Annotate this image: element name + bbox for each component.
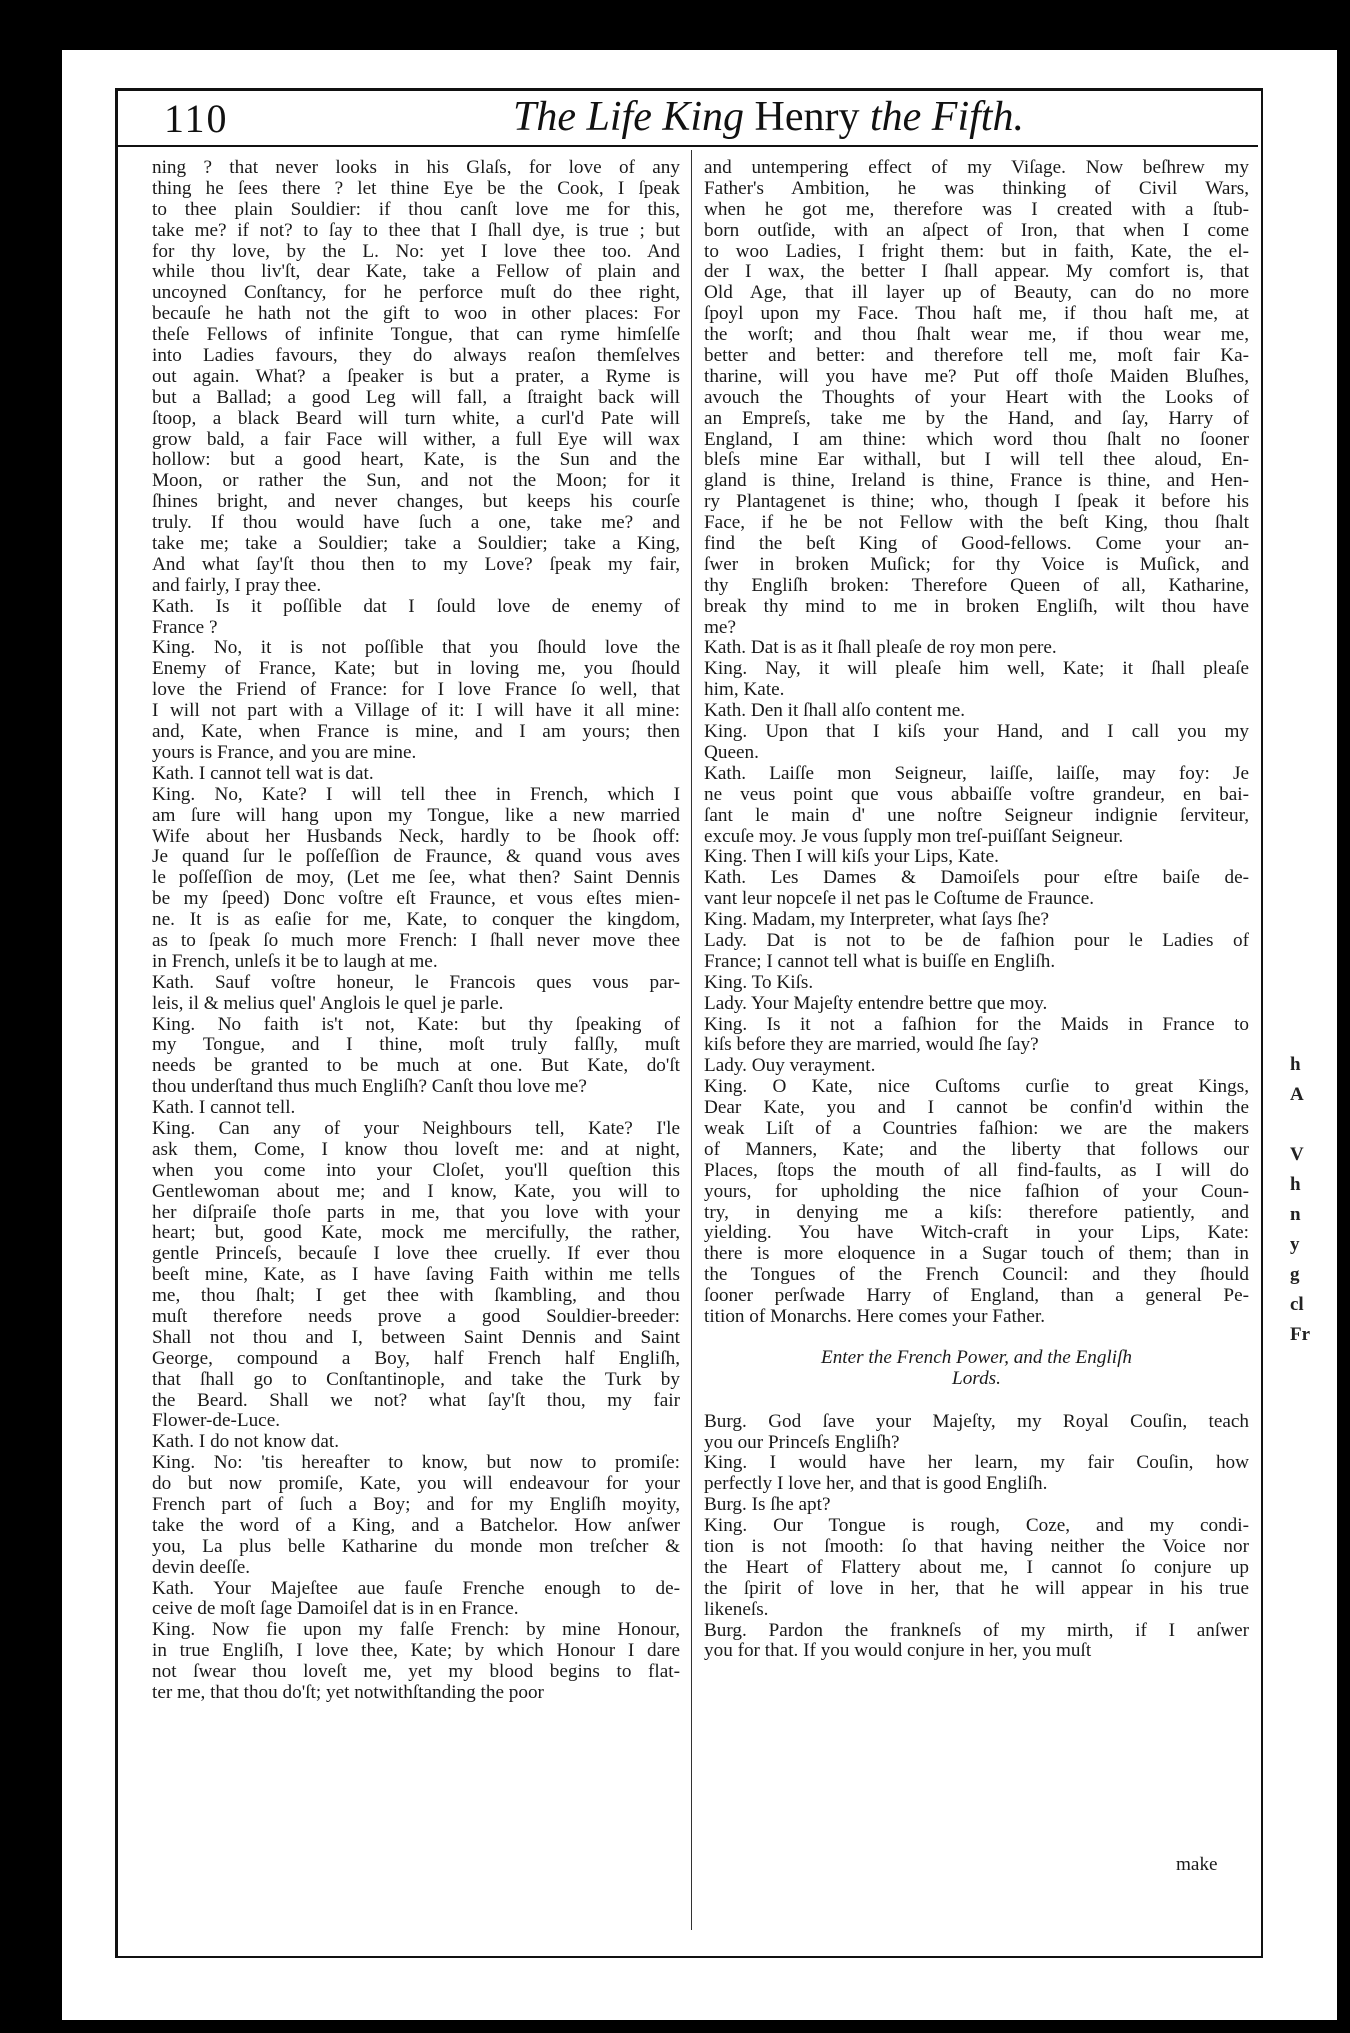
text-line: the Beard. Shall we not? what ſay'ſt thou, my fair <box>152 1390 680 1411</box>
text-line: ceive de moſt ſage Damoiſel dat is in en France. <box>152 1599 519 1620</box>
text-line: ne veus point que vous abbaiſſe voſtre grandeur, en bai- <box>704 784 1249 805</box>
column-divider <box>691 150 692 1930</box>
text-line: Kath. Dat is as it ſhall pleaſe de roy mon pere. <box>704 638 1057 659</box>
text-line: find the beſt King of Good-fellows. Come your an- <box>704 534 1249 555</box>
text-line: yielding. You have Witch-craft in your Lips, Kate: <box>704 1223 1249 1244</box>
text-line: King. I would have her learn, my fair Couſin, how <box>704 1453 1249 1474</box>
text-line: the worſt; and thou ſhalt wear me, if thou wear me, <box>704 325 1249 346</box>
text-line: but a Ballad; a good Leg will fall, a ſtraight back will <box>152 387 680 408</box>
text-line: King. Nay, it will pleaſe him well, Kate; it ſhall pleaſe <box>704 659 1249 680</box>
text-line: the Heart of Flattery about me, I cannot ſo conjure up <box>704 1557 1249 1578</box>
text-line: vant leur nopceſe il net pas le Coſtume de Fraunce. <box>704 889 1095 910</box>
text-line: Enemy of France, Kate; but in loving me, you ſhould <box>152 659 680 680</box>
text-line: gentle Princeſs, becauſe I love thee cruelly. If ever thou <box>152 1244 680 1265</box>
text-line: excuſe moy. Je vous ſupply mon treſ-puiſſant Seigneur. <box>704 826 1124 847</box>
text-line: Face, if he be not Fellow with the beſt King, thou ſhalt <box>704 513 1249 534</box>
text-line: leis, il & melius quel' Anglois le quel je parle. <box>152 993 504 1014</box>
text-line: you, La plus belle Katharine du monde mon treſcher & <box>152 1536 680 1557</box>
text-line: ſooner perſwade Harry of England, than a general Pe- <box>704 1286 1249 1307</box>
text-line: Wife about her Husbands Neck, hardly to be ſhook off: <box>152 826 680 847</box>
text-line: French part of ſuch a Boy; and for my Engliſh moyity, <box>152 1495 680 1515</box>
text-line: Je quand ſur le poſſeſſion de Fraunce, & quand vous aves <box>152 847 680 868</box>
text-line: Kath. Les Dames & Damoiſels pour eſtre baiſe de- <box>704 868 1249 889</box>
text-line: try, in denying me a kiſs: therefore patiently, and <box>704 1202 1249 1223</box>
bleed-letter: n <box>1290 1204 1301 1225</box>
right-column <box>704 158 1249 1662</box>
text-line: King. Now fie upon my falſe French: by mine Honour, <box>152 1620 680 1641</box>
text-line: becauſe he hath not the gift to woo in other places: For <box>152 304 680 325</box>
text-line: and untempering effect of my Viſage. Now beſhrew my <box>704 158 1249 178</box>
text-line: Queen. <box>704 742 759 763</box>
text-line: am ſure will hang upon my Tongue, like a new married <box>152 805 680 826</box>
text-line: Kath. Sauf voſtre honeur, le Francois ques vous par- <box>152 972 680 993</box>
text-line: an Empreſs, take me by the Hand, and ſay, Harry of <box>704 408 1249 429</box>
bleed-letter: Fr <box>1290 1324 1311 1345</box>
text-line: hollow: but a good heart, Kate, is the Sun and the <box>152 450 680 471</box>
text-line: King. Upon that I kiſs your Hand, and I call you my <box>704 722 1249 743</box>
running-title-prefix: The Life King <box>513 94 745 140</box>
text-line: King. To Kiſs. <box>704 972 814 993</box>
text-line: ſpoyl upon my Face. Thou haſt me, if thou haſt me, at <box>704 304 1249 325</box>
page-header <box>118 95 1258 147</box>
text-line: King. No, Kate? I will tell thee in French, which I <box>152 784 680 805</box>
text-line: Burg. Pardon the frankneſs of my mirth, if I anſwer <box>704 1620 1249 1641</box>
text-line: King. No faith is't not, Kate: but thy ſpeaking of <box>152 1014 680 1035</box>
text-line: truly. If thou would have ſuch a one, take me? and <box>152 513 680 534</box>
text-line: Kath. Is it poſſible dat I ſould love de enemy of <box>152 596 680 617</box>
text-line: Kath. I cannot tell wat is dat. <box>152 763 374 784</box>
text-line: in French, unleſs it be to laugh at me. <box>152 951 438 972</box>
text-line: while thou liv'ſt, dear Kate, take a Fellow of plain and <box>152 262 680 283</box>
text-line: out again. What? a ſpeaker is but a prater, a Ryme is <box>152 366 680 387</box>
text-line: King. Then I will kiſs your Lips, Kate. <box>704 847 999 868</box>
text-line: King. Can any of your Neighbours tell, Kate? I'le <box>152 1118 680 1139</box>
text-line: likeneſs. <box>704 1599 769 1620</box>
running-title-suffix: the Fifth. <box>870 94 1024 140</box>
text-line: take the word of a King, and a Batchelor. How anſwer <box>152 1515 680 1536</box>
text-line: thy Engliſh broken: Therefore Queen of all, Katharine, <box>704 575 1249 596</box>
text-line: that ſhall go to Conſtantinople, and take the Turk by <box>152 1369 680 1390</box>
text-line: le poſſeſſion de moy, (Let me ſee, what then? Saint Dennis <box>152 868 680 889</box>
text-line: Kath. I do not know dat. <box>152 1432 340 1453</box>
text-line: gland is thine, Ireland is thine, France is thine, and Hen- <box>704 471 1249 492</box>
text-line: her diſpraiſe thoſe parts in me, that you love with your <box>152 1202 680 1223</box>
left-column <box>152 158 680 1704</box>
text-line: Lady. Your Majeſty entendre bettre que moy. <box>704 993 1048 1014</box>
text-line: love the Friend of France: for I love France ſo well, that <box>152 680 680 701</box>
text-line: Lady. Dat is not to be de faſhion pour le Ladies of <box>704 930 1249 951</box>
bleed-letter: A <box>1290 1084 1304 1105</box>
text-line: Kath. Your Majeſtee aue fauſe Frenche enough to de- <box>152 1578 680 1599</box>
bleed-letter: h <box>1290 1174 1301 1195</box>
running-title <box>513 93 1024 141</box>
text-line: Flower-de-Luce. <box>152 1411 281 1432</box>
text-line: ſtoop, a black Beard will turn white, a curl'd Pate will <box>152 408 680 429</box>
text-line: King. Our Tongue is rough, Coze, and my condi- <box>704 1516 1249 1537</box>
text-line: and, Kate, when France is mine, and I am yours; then <box>152 722 680 743</box>
text-line: I will not part with a Village of it: I will have it all mine: <box>152 701 680 722</box>
page-number: 110 <box>164 96 229 141</box>
bleed-letter <box>1290 1110 1310 1140</box>
text-line: devin deeſſe. <box>152 1557 251 1578</box>
running-title-name: Henry <box>744 94 870 140</box>
text-line: me? <box>704 617 736 638</box>
text-line: born outſide, with an aſpect of Iron, that when I come <box>704 220 1249 241</box>
text-line: tition of Monarchs. Here comes your Father. <box>704 1306 1046 1327</box>
text-line: yours, for upholding the nice faſhion of your Coun- <box>704 1181 1249 1202</box>
text-line: yours is France, and you are mine. <box>152 742 417 763</box>
text-line: England, I am thine: which word thou ſhalt no ſooner <box>704 429 1249 450</box>
text-line: Shall not thou and I, between Saint Dennis and Saint <box>152 1327 680 1348</box>
text-line: Burg. Is ſhe apt? <box>704 1495 831 1516</box>
text-line: bleſs mine Ear withall, but I will tell thee aloud, En- <box>704 450 1249 471</box>
text-line: muſt therefore needs prove a good Souldier-breeder: <box>152 1306 680 1327</box>
bleed-letter: y <box>1290 1234 1300 1255</box>
bleed-letter: V <box>1290 1144 1304 1165</box>
text-line: theſe Fellows of infinite Tongue, that can ryme himſelſe <box>152 325 680 346</box>
text-line: ſwer in broken Muſick; for thy Voice is Muſick, and <box>704 554 1249 575</box>
text-line: take me? if not? to ſay to thee that I ſhall dye, is true ; but <box>152 220 680 241</box>
text-line: to thee plain Souldier: if thou canſt love me for this, <box>152 199 680 220</box>
text-line: George, compound a Boy, half French half Engliſh, <box>152 1348 680 1369</box>
text-line: Gentlewoman about me; and I know, Kate, you will to <box>152 1181 680 1202</box>
text-line: tharine, will you have me? Put off thoſe Maiden Bluſhes, <box>704 366 1249 387</box>
text-line: King. No: 'tis hereafter to know, but now to promiſe: <box>152 1453 680 1474</box>
text-line: King. No, it is not poſſible that you ſhould love the <box>152 638 680 659</box>
text-line: ſhines bright, and never changes, but keeps his courſe <box>152 492 680 513</box>
text-line: be my ſpeed) Donc voſtre eſt Fraunce, et vous eſtes mien- <box>152 889 680 910</box>
text-line: ry Plantagenet is thine; who, though I ſpeak it before his <box>704 492 1249 513</box>
text-line: King. Is it not a faſhion for the Maids in France to <box>704 1014 1249 1035</box>
text-line: kiſs before they are married, would ſhe ſay? <box>704 1035 1039 1056</box>
text-line: And what ſay'ſt thou then to my Love? ſpeak my fair, <box>152 554 680 575</box>
catchword: make <box>1176 1854 1218 1875</box>
text-line: thou underſtand thus much Engliſh? Canſt thou love me? <box>152 1077 587 1098</box>
text-line: der I wax, the better I ſhall appear. My comfort is, that <box>704 262 1249 283</box>
text-line: uncoyned Conſtancy, for he perforce muſt do thee right, <box>152 283 680 304</box>
text-line: ask them, Come, I know thou loveſt me: and at night, <box>152 1139 680 1160</box>
text-line: Enter the French Power, and the Engliſh <box>820 1346 1133 1368</box>
text-line: and fairly, I pray thee. <box>152 575 322 596</box>
text-line: the Tongues of the French Council: and they ſhould <box>704 1265 1249 1286</box>
text-line: beeſt mine, Kate, as I have ſaving Faith within me tells <box>152 1265 680 1286</box>
text-line: Father's Ambition, he was thinking of Civil Wars, <box>704 178 1249 199</box>
text-line: into Ladies favours, they do always reaſon themſelves <box>152 346 680 367</box>
text-line: Moon, or rather the Sun, and not the Moon; for it <box>152 471 680 492</box>
text-line: Old Age, that ill layer up of Beauty, can do no more <box>704 283 1249 304</box>
text-line: take me; take a Souldier; take a Souldier; take a King, <box>152 534 680 555</box>
bleed-letter: h <box>1290 1054 1301 1075</box>
text-line: the ſpirit of love in her, that he will appear in his true <box>704 1578 1249 1599</box>
text-line: break thy mind to me in broken Engliſh, wilt thou have <box>704 596 1249 617</box>
text-line: ning ? that never looks in his Glaſs, for love of any <box>152 158 680 178</box>
text-line: for thy love, by the L. No: yet I love thee too. And <box>152 241 680 262</box>
text-line: Kath. Laiſſe mon Seigneur, laiſſe, laiſſe, may foy: Je <box>704 763 1249 784</box>
text-line: ter me, that thou do'ſt; yet notwithſtanding the poor <box>152 1683 544 1704</box>
text-line: Kath. I cannot tell. <box>152 1098 296 1119</box>
text-line: heart; but, good Kate, mock me mercifully, the rather, <box>152 1223 680 1244</box>
text-line: weak Liſt of a Countries faſhion: we are the makers <box>704 1118 1249 1139</box>
adjacent-page-text <box>1290 1050 1310 1350</box>
text-line: needs be granted to be much at one. But Kate, do'ſt <box>152 1056 680 1077</box>
text-line: ſant le main d' une noſtre Seigneur indignie ſerviteur, <box>704 805 1249 826</box>
text-line: when you come into your Cloſet, you'll queſtion this <box>152 1160 680 1181</box>
text-line: to woo Ladies, I fright them: but in faith, Kate, the el- <box>704 241 1249 262</box>
text-line: Kath. Den it ſhall alſo content me. <box>704 701 966 722</box>
text-line: not ſwear thou loveſt me, yet my blood begins to flat- <box>152 1662 680 1683</box>
text-line: Burg. God ſave your Majeſty, my Royal Couſin, teach <box>704 1411 1249 1432</box>
text-line: you for that. If you would conjure in her, you muſt <box>704 1641 1092 1662</box>
text-line: as to ſpeak ſo much more French: I ſhall never move thee <box>152 930 680 951</box>
text-line: in true Engliſh, I love thee, Kate; by which Honour I dare <box>152 1641 680 1662</box>
text-line: King. O Kate, nice Cuſtoms curſie to great Kings, <box>704 1077 1249 1098</box>
text-line: my Tongue, and I thine, moſt truly falſly, muſt <box>152 1035 680 1056</box>
text-line: of Manners, Kate; and the liberty that follows our <box>704 1139 1249 1160</box>
text-line: King. Madam, my Interpreter, what ſays ſhe? <box>704 910 1050 931</box>
text-line: grow bald, a fair Face will wither, a full Eye will wax <box>152 429 680 450</box>
text-line: Lady. Ouy verayment. <box>704 1056 876 1077</box>
text-line: you our Princeſs Engliſh? <box>704 1432 900 1453</box>
text-line: perfectly I love her, and that is good Engliſh. <box>704 1474 1048 1495</box>
text-line: France; I cannot tell what is buiſſe en Engliſh. <box>704 951 1056 972</box>
text-line: thing he ſees there ? let thine Eye be the Cook, I ſpeak <box>152 178 680 199</box>
text-line: avouch the Thoughts of your Heart with the Looks of <box>704 387 1249 408</box>
text-line: Places, ſtops the mouth of all find-faults, as I will do <box>704 1160 1249 1181</box>
text-line: Lords. <box>952 1367 1001 1389</box>
text-line: him, Kate. <box>704 680 785 701</box>
text-line: Dear Kate, you and I cannot be confin'd within the <box>704 1098 1249 1119</box>
bleed-letter: g <box>1290 1264 1300 1285</box>
text-line: France ? <box>152 617 218 638</box>
text-line: there is more eloquence in a Sugar touch of them; than in <box>704 1244 1249 1265</box>
text-line: better and better: and therefore tell me, moſt fair Ka- <box>704 346 1249 367</box>
text-line: me, thou ſhalt; I get thee with ſkambling, and thou <box>152 1286 680 1307</box>
text-line: when he got me, therefore was I created with a ſtub- <box>704 199 1249 220</box>
text-line: tion is not ſmooth: ſo that having neither the Voice nor <box>704 1537 1249 1557</box>
text-line: ne. It is as eaſie for me, Kate, to conquer the kingdom, <box>152 910 680 931</box>
text-line: do but now promiſe, Kate, you will endeavour for your <box>152 1474 680 1495</box>
bleed-letter: cl <box>1290 1294 1304 1315</box>
